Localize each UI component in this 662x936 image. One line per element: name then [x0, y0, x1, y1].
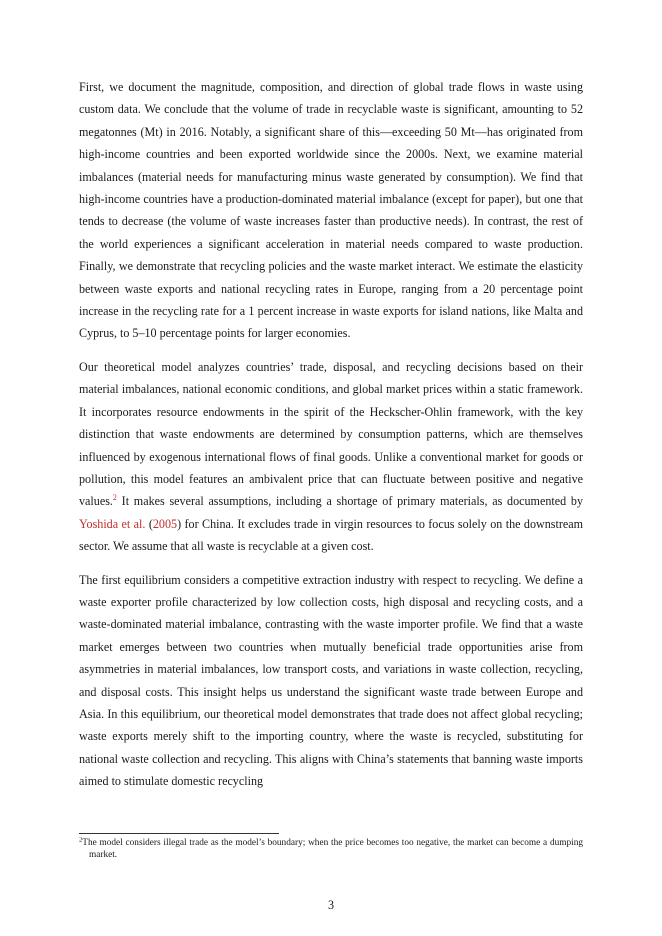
page-number: 3 [327, 898, 335, 912]
citation-open-paren: ( [145, 516, 153, 531]
footnote-mark: 2 [79, 836, 83, 844]
footnote-marker[interactable]: 2 [112, 493, 117, 503]
footnote-text: The model considers illegal trade as the model’s boundary; when the price becomes too negative, the market can become a dumping market. [82, 838, 583, 861]
paragraph-2 [79, 356, 583, 558]
body-text [79, 76, 583, 793]
paragraph-3: The first equilibrium considers a competitive extraction industry with respect to recycling. We define a waste exporter profile characterized by low collection costs, high disposal and recycling costs, and a waste-dominated material imbalance, contrasting with the waste importer profile. We find that a waste market emerges between two countries when mutually beneficial trade opportunities arise from asymmetries in material imbalances, low transport costs, and variations in waste collection, recycling, and disposal costs. This insight helps us understand the significant waste trade between Europe and Asia. In this equilibrium, our theoretical model demonstrates that trade does not affect global recycling; waste exports merely shift to the importing country, where the waste is recycled, substituting for national waste collection and recycling. This aligns with China’s statements that banning waste imports aimed to stimulate domestic recycling [79, 572, 583, 789]
paragraph-1: First, we document the magnitude, composition, and direction of global trade flows in waste using custom data. We conclude that the volume of trade in recyclable waste is significant, amounting to 52 megatonnes (Mt) in 2016. Notably, a significant share of this—exceeding 50 Mt—has originated from high-income countries and been exported worldwide since the 2000s. Next, we examine material imbalances (material needs for manufacturing minus waste generated by consumption). We find that high-income countries have a production-dominated material imbalance (except for paper), but one that tends to decrease (the volume of waste increases faster than productive needs). In contrast, the rest of the world experiences a significant acceleration in material needs compared to waste production. Finally, we demonstrate that recycling policies and the waste market interact. We estimate the elasticity between waste exports and national recycling rates in Europe, ranging from a 20 percentage point increase in the recycling rate for a 1 percent increase in waste exports for island nations, like Malta and Cyprus, to 5–10 percentage points for larger economies. [79, 80, 583, 341]
citation-year-link[interactable]: 2005 [152, 516, 178, 531]
citation-close-paren: ) [177, 516, 182, 531]
paragraph-2-part-a: Our theoretical model analyzes countries’ trade, disposal, and recycling decisions based on their material imbalances, national economic conditions, and global market prices within a static framework. It incorporates resource endowments in the spirit of the Heckscher-Ohlin framework, with the key distinction that waste endowments are determined by consumption patterns, which are themselves influenced by exogenous international flows of final goods. Unlike a conventional market for goods or pollution, this model features an ambivalent price that can fluctuate between positive and negative values. [79, 359, 583, 509]
footnote [79, 837, 583, 862]
footnote-rule [79, 833, 279, 834]
citation-author-link[interactable]: Yoshida et al. [79, 516, 146, 531]
paragraph-2-part-b: It makes several assumptions, including a shortage of primary materials, as documented by [116, 494, 583, 509]
paragraph-2-part-c: for China. It excludes trade in virgin resources to focus solely on the downstream sector. We assume that all waste is recyclable at a given cost. [79, 516, 584, 554]
